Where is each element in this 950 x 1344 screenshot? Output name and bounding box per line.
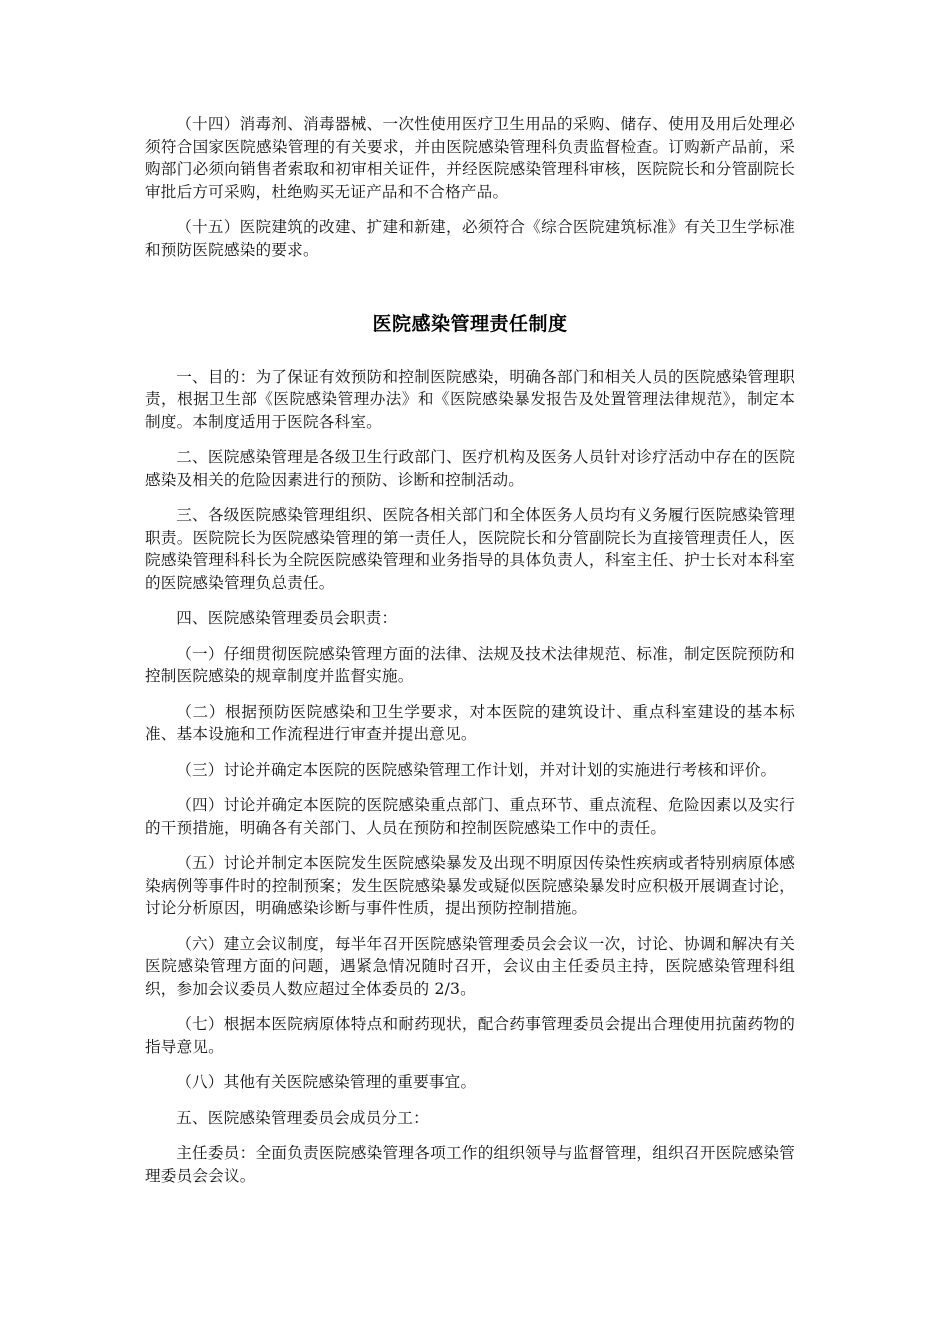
paragraph-committee-heading: 四、医院感染管理委员会职责：: [176, 609, 398, 627]
section-title: 医院感染管理责任制度: [372, 313, 568, 335]
paragraph-responsibility: 三、各级医院感染管理组织、医院各相关部门和全体医务人员均有义务履行医院感染管理职责。医院院长为医院感染管理的第一责任人，医院院长和分管副院长为直接管理责任人，医院感染管理科科长为全院医院感染管理和业务指导的具体负责人，科室主任、护士长对本科室的医院感染管理负总责任。: [145, 506, 795, 592]
paragraph-committee-duty-1: （一）仔细贯彻医院感染管理方面的法律、法规及技术法律规范、标准，制定医院预防和控制医院感染的规章制度并监督实施。: [145, 644, 795, 685]
paragraph-committee-duty-8: （八）其他有关医院感染管理的重要事宜。: [176, 1073, 477, 1091]
paragraph-committee-duty-5: （五）讨论并制定本医院发生医院感染暴发及出现不明原因传染性疾病或者特别病原体感染病例等事件时的控制预案；发生医院感染暴发或疑似医院感染暴发时应积极开展调查讨论，讨论分析原因，明确感染诊断与事件性质，提出预防控制措施。: [145, 854, 795, 917]
paragraph-committee-duty-7: （七）根据本医院病原体特点和耐药现状，配合药事管理委员会提出合理使用抗菌药物的指导意见。: [145, 1015, 795, 1056]
paragraph-members-heading: 五、医院感染管理委员会成员分工：: [176, 1108, 429, 1127]
paragraph-committee-duty-4: （四）讨论并确定本医院的医院感染重点部门、重点环节、重点流程、危险因素以及实行的干预措施，明确各有关部门、人员在预防和控制医院感染工作中的责任。: [145, 796, 795, 837]
paragraph-committee-duty-6: （六）建立会议制度，每半年召开医院感染管理委员会会议一次，讨论、协调和解决有关医院感染管理方面的问题，遇紧急情况随时召开，会议由主任委员主持，医院感染管理科组织，参加会议委员人数应超过全体委员的 2/3。: [145, 934, 795, 998]
document-body: [145, 113, 795, 1200]
paragraph-purpose: 一、目的：为了保证有效预防和控制医院感染，明确各部门和相关人员的医院感染管理职责，根据卫生部《医院感染管理办法》和《医院感染暴发报告及处置管理法律规范》，制定本制度。本制度适用于医院各科室。: [145, 367, 795, 431]
paragraph-item-15: （十五）医院建筑的改建、扩建和新建，必须符合《综合医院建筑标准》有关卫生学标准和预防医院感染的要求。: [145, 218, 795, 259]
paragraph-item-14: （十四）消毒剂、消毒器械、一次性使用医疗卫生用品的采购、储存、使用及用后处理必须符合国家医院感染管理的有关要求，并由医院感染管理科负责监督检查。订购新产品前，采购部门必须向销售者索取和初审相关证件，并经医院感染管理科审核，医院院长和分管副院长审批后方可采购，杜绝购买无证产品和不合格产品。: [145, 115, 795, 201]
paragraph-definition: 二、医院感染管理是各级卫生行政部门、医疗机构及医务人员针对诊疗活动中存在的医院感染及相关的危险因素进行的预防、诊断和控制活动。: [145, 448, 795, 489]
paragraph-committee-duty-2: （二）根据预防医院感染和卫生学要求，对本医院的建筑设计、重点科室建设的基本标准、基本设施和工作流程进行审查并提出意见。: [145, 702, 795, 743]
paragraph-committee-duty-3: （三）讨论并确定本医院的医院感染管理工作计划，并对计划的实施进行考核和评价。: [176, 760, 777, 779]
paragraph-chair-member: 主任委员：全面负责医院感染管理各项工作的组织领导与监督管理，组织召开医院感染管理委员会会议。: [145, 1144, 795, 1185]
